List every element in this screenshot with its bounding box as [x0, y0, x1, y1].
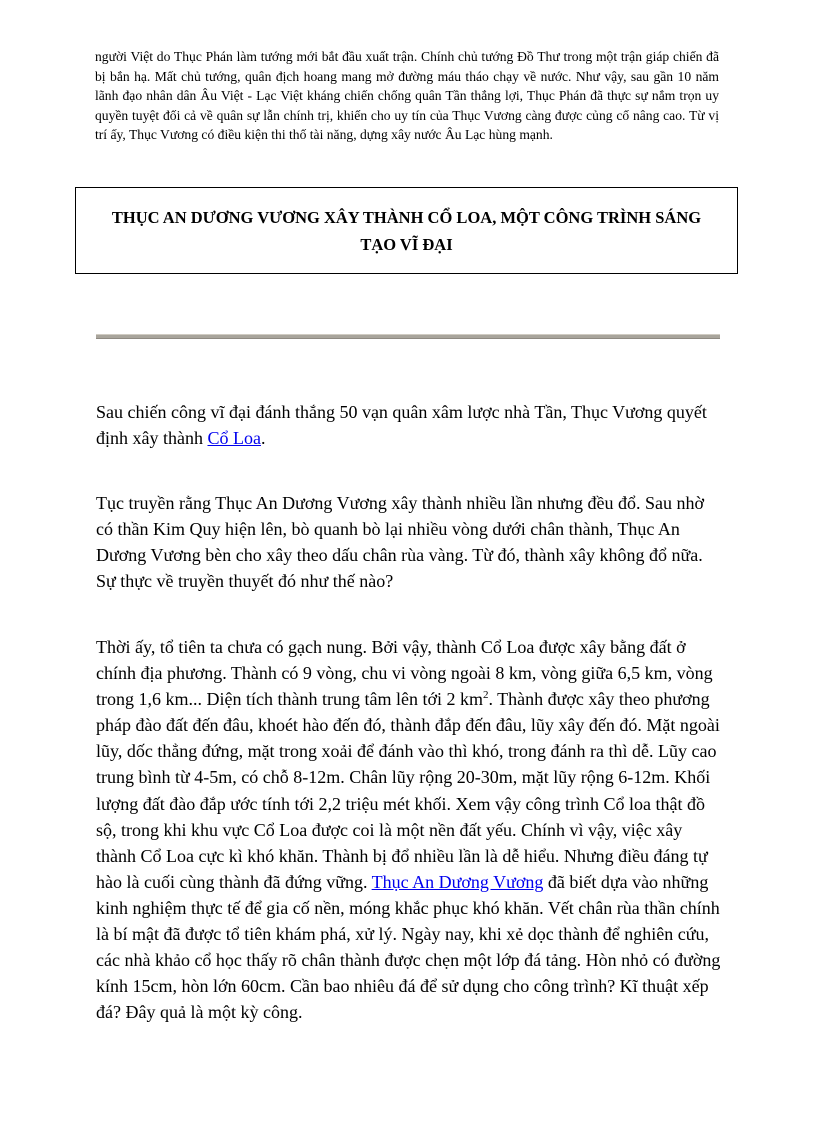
thuc-an-duong-vuong-link[interactable]: Thục An Dương Vương [371, 871, 544, 892]
section-title-box [75, 187, 738, 274]
paragraph-legend: Tục truyền rằng Thục An Dương Vương xây thành nhiều lần nhưng đều đổ. Sau nhờ có thần Kim Quy hiện lên, bò quanh bò lại nhiều vòng dưới chân thành, Thục An Dương Vương bèn cho xây theo dấu chân rùa vàng. Từ đó, thành xây không đổ nữa. Sự thực về truyền thuyết đó như thế nào? [96, 493, 705, 592]
horizontal-divider [96, 334, 720, 339]
section-title [102, 204, 711, 258]
paragraph-3-text-b: . Thành được xây theo phương pháp đào đất đến đâu, khoét hào đến đó, thành đắp đến đâu, lũy xây đến đó. Mặt ngoài lũy, dốc thẳng đứng, mặt trong xoải để đánh vào thì khó, trong đánh ra thì dễ. Lũy cao trung bình từ 4-5m, có chỗ 8-12m. Chân lũy rộng 20-30m, mặt lũy rộng 6-12m. Khối lượng đất đào đắp ước tính tới 2,2 triệu mét khối. Xem vậy công trình Cổ loa thật đồ sộ, trong khi khu vực Cổ Loa được coi là một nền đất yếu. Chính vì vậy, việc xây thành Cổ Loa cực kì khó khăn. Thành bị đổ nhiều lần là dễ hiểu. Nhưng điều đáng tự hào là cuối cùng thành đã đứng vững. [96, 689, 720, 892]
paragraph-3-text-c: đã biết dựa vào những kinh nghiệm thực tế để gia cố nền, móng khắc phục khó khăn. Vết chân rùa thần chính là bí mật đã được tổ tiên khám phá, xử lý. Ngày nay, khi xẻ dọc thành để nghiên cứu, các nhà khảo cổ học thấy rõ chân thành được chẹn một lớp đá tảng. Hòn nhỏ có đường kính 15cm, hòn lớn 60cm. Cần bao nhiêu đá để sử dụng cho công trình? Kĩ thuật xếp đá? Đây quả là một kỳ công. [96, 871, 721, 1023]
section-title-line-1: THỤC AN DƯƠNG VƯƠNG XÂY THÀNH CỔ LOA, MỘT CÔNG TRÌNH SÁNG [111, 207, 702, 227]
intro-paragraph: người Việt do Thục Phán làm tướng mới bắt đầu xuất trận. Chính chủ tướng Đồ Thư trong một trận giáp chiến đã bị bắn hạ. Mất chủ tướng, quân địch hoang mang mở đường máu tháo chạy về nước. Như vậy, sau gần 10 năm lãnh đạo nhân dân Âu Việt - Lạc Việt kháng chiến chống quân Tần thắng lợi, Thục Phán đã thực sự nắm trọn uy quyền tuyệt đối cả về quân sự lẫn chính trị, khiến cho uy tín của Thục Vương càng được củng cố nâng cao. Từ vị trí ấy, Thục Vương có điều kiện thi thố tài năng, dựng xây nước Âu Lạc hùng mạnh. [95, 49, 719, 143]
co-loa-link[interactable]: Cổ Loa [207, 428, 261, 449]
section-title-line-2: TẠO VĨ ĐẠI [360, 234, 453, 254]
paragraph-1-text: Sau chiến công vĩ đại đánh thắng 50 vạn quân xâm lược nhà Tần, Thục Vương quyết định xây thành [96, 402, 707, 449]
paragraph-construction-decision [96, 399, 722, 451]
paragraph-3-text-a: Thời ấy, tổ tiên ta chưa có gạch nung. Bởi vậy, thành Cổ Loa được xây bằng đất ở chính địa phương. Thành có 9 vòng, chu vi vòng ngoài 8 km, vòng giữa 6,5 km, vòng trong 1,6 km... Diện tích thành trung tâm lên tới 2 km [96, 637, 713, 710]
paragraph-construction-details [96, 634, 722, 1025]
paragraph-1-end: . [260, 428, 266, 449]
area-superscript: 2 [482, 689, 489, 702]
